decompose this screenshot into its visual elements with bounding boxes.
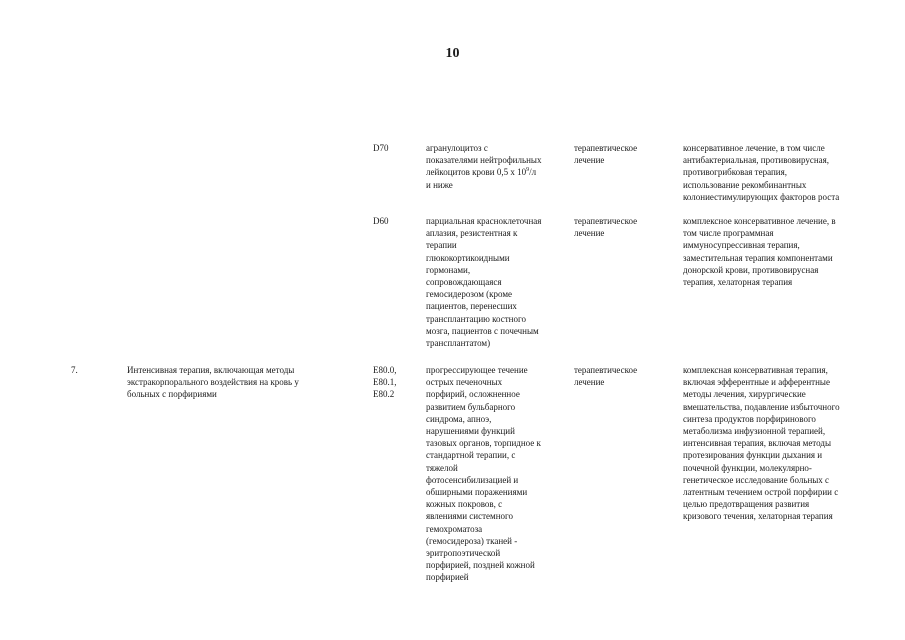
diagnosis-line: показателями нейтрофильных [426,155,542,166]
diagnosis-line: порфирий, осложненное [426,389,520,400]
row-1-method [683,142,878,203]
diagnosis-line: синдрома, апноэ, [426,413,492,424]
method-line: колониестимулирующих факторов роста [683,191,840,202]
treatment-type-line: лечение [574,228,605,239]
diagnosis-line: явлениями системного [426,511,514,522]
name-line: Интенсивная терапия, включающая методы [127,365,295,375]
code-line: D60 [373,216,389,226]
method-line: заместительная терапия компонентами [683,252,833,263]
treatment-type-line: терапевтическое [574,216,638,226]
method-line: интенсивная терапия, включая методы [683,438,831,449]
method-line: генетическое исследование больных с [683,474,830,485]
diagnosis-line: аплазия, резистентная к [426,228,518,239]
diagnosis-line: мозга, пациентов с почечным [426,325,539,336]
row-2-diagnosis [426,215,570,349]
page-number: 10 [445,46,460,61]
diagnosis-line: порфирией [426,572,469,583]
row-2-treatment-type [574,215,674,239]
method-line: методы лечения, хирургические [683,389,806,400]
diagnosis-line: агранулоцитоз с [426,143,488,153]
method-line: включая эфферентные и афферентные [683,377,830,388]
method-line: противогрибковая терапия, [683,167,787,178]
treatment-type-line: лечение [574,155,605,166]
row-2-code [373,215,423,227]
row-3-name [127,364,352,401]
diagnosis-line [426,166,570,178]
diagnosis-text: лейкоцитов крови 0,5 х 10 [426,167,527,178]
row-3-code [373,364,423,401]
diagnosis-line: трансплантацию костного [426,313,526,324]
diagnosis-line: кожных покровов, с [426,499,503,510]
method-line: использование рекомбинантных [683,179,807,190]
diagnosis-line: гормонами, [426,264,471,275]
diagnosis-line: нарушениями функций [426,426,515,437]
diagnosis-line: стандартной терапии, с [426,450,516,461]
code-line: E80.1, [373,377,397,388]
diagnosis-line: развитием бульбарного [426,401,516,412]
method-line: комплексное консервативное лечение, в [683,216,836,226]
code-line: D70 [373,143,389,153]
method-line: антибактериальная, противовирусная, [683,155,830,166]
row-1-code [373,142,423,154]
row-3-diagnosis [426,364,570,584]
diagnosis-line: пациентов, перенесших [426,301,517,312]
diagnosis-line: и ниже [426,179,453,190]
diagnosis-line: прогрессирующее течение [426,365,528,375]
diagnosis-line: эритропоэтической [426,548,501,559]
diagnosis-line: (гемосидероза) тканей - [426,535,518,546]
method-line: латентным течением острой порфирии с [683,487,839,498]
method-line: том числе программная [683,228,774,239]
method-line: метаболизма инфузионной терапией, [683,426,826,437]
treatment-type-line: терапевтическое [574,365,638,375]
diagnosis-line: обширными поражениями [426,487,528,498]
code-line: E80.0, [373,365,397,375]
method-line: почечной функции, молекулярно- [683,462,812,473]
row-1-treatment-type [574,142,674,166]
method-line: протезирования функции дыхания и [683,450,823,461]
diagnosis-line: глюкокортикоидными [426,252,510,263]
method-line: вмешательства, подавление избыточного [683,401,840,412]
diagnosis-line: тазовых органов, торпидное к [426,438,541,449]
method-line: консервативное лечение, в том числе [683,143,825,153]
treatment-type-line: лечение [574,377,605,388]
method-line: донорской крови, противовирусная [683,264,819,275]
name-line: больных с порфириями [127,389,217,400]
diagnosis-line: сопровождающаяся [426,277,502,288]
diagnosis-line: гемохроматоза [426,523,483,534]
diagnosis-line: гемосидерозом (кроме [426,289,513,300]
diagnosis-line: тяжелой [426,462,458,473]
method-line: целью предотвращения развития [683,499,810,510]
diagnosis-line: фотосенсибилизацией и [426,474,519,485]
code-line: E80.2 [373,389,395,400]
row-3-number: 7. [71,365,78,375]
method-line: кризового течения, хелаторная терапия [683,511,833,522]
row-2-method [683,215,878,288]
method-line: синтеза продуктов порфиринового [683,413,816,424]
diagnosis-line: терапии [426,240,457,251]
superscript-exponent: 9 [526,167,530,174]
row-3-method [683,364,878,523]
method-line: комплексная консервативная терапия, [683,365,828,375]
method-line: терапия, хелаторная терапия [683,277,793,288]
diagnosis-line: парциальная красноклеточная [426,216,542,226]
row-1-diagnosis [426,142,570,191]
diagnosis-line: порфирией, поздней кожной [426,560,535,571]
method-line: иммуносупрессивная терапия, [683,240,800,251]
treatment-type-line: терапевтическое [574,143,638,153]
diagnosis-unit: /л [529,167,537,178]
row-3-treatment-type [574,364,674,388]
name-line: экстракорпорального воздействия на кровь у [127,377,299,388]
diagnosis-line: острых печеночных [426,377,503,388]
diagnosis-line: трансплантатом) [426,338,491,349]
